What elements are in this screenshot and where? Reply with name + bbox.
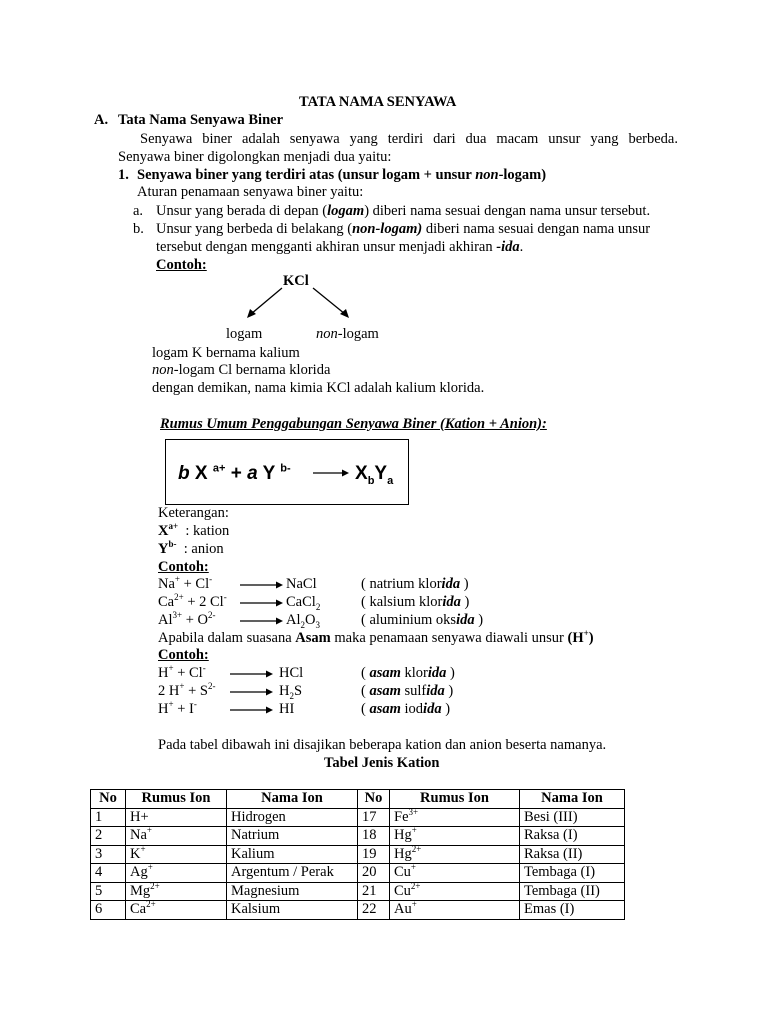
rules-intro: Aturan penamaan senyawa biner yaitu: <box>137 184 364 200</box>
table-row <box>91 864 625 883</box>
table-intro: Pada tabel dibawah ini disajikan beberapa kation dan anion beserta namanya. <box>158 737 607 753</box>
reaction-row: 2 $H^+ + S^{2-}$ <box>158 681 216 699</box>
compound-name: ( natrium klorida ) <box>361 576 469 592</box>
reaction-product: HCl <box>279 665 304 681</box>
header-rumus-ion: Rumus Ion <box>390 790 520 809</box>
table-row <box>91 901 625 920</box>
rule-b-letter: b. <box>133 221 144 237</box>
logam-label: logam <box>226 326 263 342</box>
cell-ion: Cu+ <box>390 864 520 883</box>
reaction-product: NaCl <box>286 576 317 592</box>
header-nama-ion: Nama Ion <box>227 790 358 809</box>
non-logam-label: non-logam <box>316 326 379 342</box>
page-title: TATA NAMA SENYAWA <box>299 94 457 110</box>
cell-ion: Ag+ <box>126 864 227 883</box>
cell-name: Emas (I) <box>520 901 625 920</box>
reaction-row: $Al^{3+} + O^{2-}$ <box>158 610 216 628</box>
cell-no: 19 <box>358 845 390 864</box>
formula-product: $X_bY_a$ <box>355 463 394 487</box>
cell-no: 2 <box>91 827 126 846</box>
compound-name: ( asam iodida ) <box>361 701 451 717</box>
compound-name: ( aluminium oksida ) <box>361 612 484 628</box>
reaction-arrow <box>240 616 284 628</box>
cell-ion: Au+ <box>390 901 520 920</box>
reaction-arrow <box>230 705 274 717</box>
reaction-row: H+ + I- <box>158 699 197 717</box>
cell-ion: Na+ <box>126 827 227 846</box>
cell-name: Raksa (I) <box>520 827 625 846</box>
table-row <box>91 827 625 846</box>
cell-no: 1 <box>91 808 126 827</box>
example-2-label: Contoh: <box>158 559 209 575</box>
cell-name: Magnesium <box>227 882 358 901</box>
reaction-arrow <box>240 580 284 592</box>
general-formula: b X $^{a+}$ + a Y $^{b-}$ <box>178 462 291 484</box>
cell-name: Kalsium <box>227 901 358 920</box>
cell-name: Kalium <box>227 845 358 864</box>
intro-line-1: Senyawa biner adalah senyawa yang terdiri dari dua macam unsur yang berbeda. <box>140 131 678 147</box>
cell-name: Hidrogen <box>227 808 358 827</box>
cell-name: Tembaga (II) <box>520 882 625 901</box>
kcl-compound: KCl <box>283 273 309 289</box>
cell-ion: H+ <box>126 808 227 827</box>
rule-a-letter: a. <box>133 203 144 219</box>
cell-no: 3 <box>91 845 126 864</box>
keterangan-label: Keterangan: <box>158 505 229 521</box>
example-1-line-2: non-logam Cl bernama klorida <box>152 362 331 378</box>
reaction-arrow <box>230 669 274 681</box>
cell-ion: $Mg^{2+}$ <box>126 882 227 901</box>
reaction-row: $Ca^{2+} + 2$ Cl- <box>158 592 227 610</box>
reaction-product: HI <box>279 701 295 717</box>
cell-ion: K+ <box>126 845 227 864</box>
point-1-number: 1. <box>118 167 129 183</box>
example-1-line-3: dengan demikan, nama kimia KCl adalah kalium klorida. <box>152 380 485 396</box>
cell-no: 17 <box>358 808 390 827</box>
kcl-split-arrows <box>240 286 360 320</box>
keterangan-kation: $X^{a+}$ : kation <box>158 521 230 539</box>
table-header-row <box>91 790 625 809</box>
example-1-line-1: logam K bernama kalium <box>152 345 300 361</box>
reaction-row: Na+ + Cl- <box>158 574 213 592</box>
table-row <box>91 808 625 827</box>
cell-name: Besi (III) <box>520 808 625 827</box>
cell-no: 22 <box>358 901 390 920</box>
reaction-arrow <box>230 687 274 699</box>
reaction-row: H+ + Cl- <box>158 663 206 681</box>
header-no: No <box>91 790 126 809</box>
acid-note: Apabila dalam suasana Asam maka penamaan senyawa diawali unsur (H+) <box>158 628 594 646</box>
cell-name: Natrium <box>227 827 358 846</box>
cell-no: 5 <box>91 882 126 901</box>
point-1-heading: Senyawa biner yang terdiri atas (unsur logam + unsur non-logam) <box>137 167 547 183</box>
cell-name: Tembaga (I) <box>520 864 625 883</box>
table-title: Tabel Jenis Kation <box>324 755 440 771</box>
header-rumus-ion: Rumus Ion <box>126 790 227 809</box>
example-3-label: Contoh: <box>158 647 209 663</box>
cell-name: Raksa (II) <box>520 845 625 864</box>
cell-ion: $Hg^{2+}$ <box>390 845 520 864</box>
reaction-product: $Al_2O_3$ <box>286 612 320 630</box>
reaction-arrow <box>240 598 284 610</box>
header-no: No <box>358 790 390 809</box>
table-row <box>91 845 625 864</box>
keterangan-anion: $Y^{b-}$ : anion <box>158 539 224 557</box>
cell-ion: Hg+ <box>390 827 520 846</box>
reaction-product: CaCl$_2$ <box>286 594 321 612</box>
compound-name: ( kalsium klorida ) <box>361 594 470 610</box>
header-nama-ion: Nama Ion <box>520 790 625 809</box>
cell-no: 6 <box>91 901 126 920</box>
kation-table <box>90 789 625 920</box>
example-1-label: Contoh: <box>156 257 207 273</box>
formula-arrow <box>313 468 349 480</box>
cell-no: 20 <box>358 864 390 883</box>
general-formula-heading: Rumus Umum Penggabungan Senyawa Biner (Kation + Anion): <box>160 416 547 432</box>
rule-b-text: Unsur yang berbeda di belakang (non-logam) diberi nama sesuai dengan nama unsur <box>156 221 651 237</box>
section-a-heading: Tata Nama Senyawa Biner <box>118 112 284 128</box>
cell-ion: $Ca^{2+}$ <box>126 901 227 920</box>
cell-ion: $Cu^{2+}$ <box>390 882 520 901</box>
cell-no: 21 <box>358 882 390 901</box>
intro-line-2: Senyawa biner digolongkan menjadi dua yaitu: <box>118 149 392 165</box>
table-row <box>91 882 625 901</box>
section-a-letter: A. <box>94 112 109 128</box>
reaction-product: $H_2S$ <box>279 683 303 701</box>
cell-name: Argentum / Perak <box>227 864 358 883</box>
compound-name: ( asam sulfida ) <box>361 683 454 699</box>
cell-no: 18 <box>358 827 390 846</box>
compound-name: ( asam klorida ) <box>361 665 455 681</box>
cell-no: 4 <box>91 864 126 883</box>
rule-b-text-line2: tersebut dengan mengganti akhiran unsur menjadi akhiran -ida. <box>156 239 524 255</box>
rule-a-text: Unsur yang berada di depan (logam) diberi nama sesuai dengan nama unsur tersebut. <box>156 203 651 219</box>
cell-ion: $Fe^{3+}$ <box>390 808 520 827</box>
